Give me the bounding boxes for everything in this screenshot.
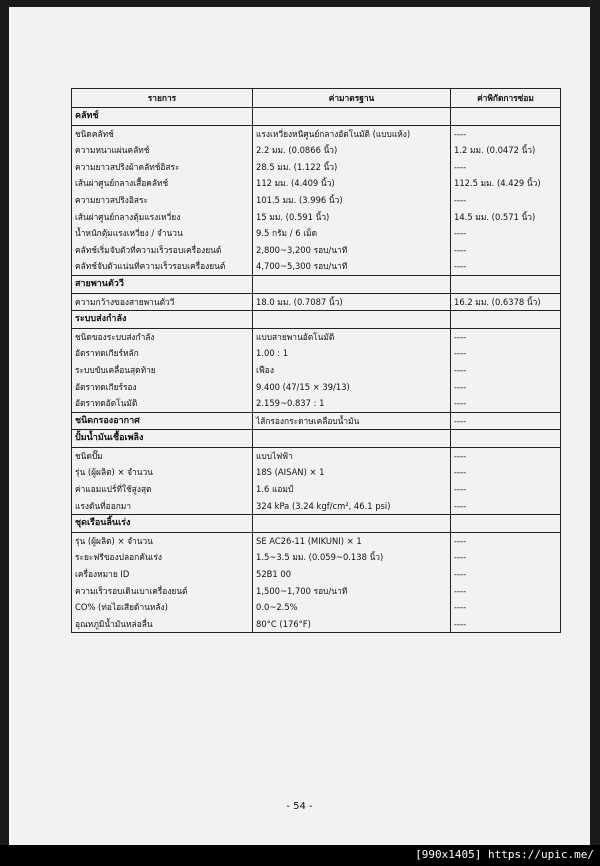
empty-cell [253, 108, 451, 126]
table-row [72, 328, 561, 345]
spec-item: อัตราทดอัตโนมัติ [72, 395, 253, 412]
section-title: ชนิดกรองอากาศ [72, 412, 253, 430]
empty-cell [451, 275, 561, 293]
spec-limit: ---- [451, 225, 561, 242]
spec-standard: 15 มม. (0.591 นิ้ว) [253, 209, 451, 226]
spec-standard: แบบสายพานอัตโนมัติ [253, 328, 451, 345]
spec-standard: 1.5~3.5 มม. (0.059~0.138 นิ้ว) [253, 549, 451, 566]
spec-item: คลัทช์เริ่มจับตัวที่ความเร็วรอบเครื่องยนต์ [72, 242, 253, 259]
spec-limit: ---- [451, 583, 561, 600]
table-row [72, 362, 561, 379]
spec-limit: ---- [451, 125, 561, 142]
spec-item: CO% (ท่อไอเสียด้านหลัง) [72, 599, 253, 616]
table-row [72, 345, 561, 362]
spec-limit: ---- [451, 481, 561, 498]
spec-item: ชนิดปั๊ม [72, 447, 253, 464]
spec-limit: ---- [451, 258, 561, 275]
section-limit: ---- [451, 412, 561, 430]
table-row [72, 258, 561, 275]
spec-item: ความกว้างของสายพานตัววี [72, 293, 253, 311]
spec-item: ชนิดคลัทช์ [72, 125, 253, 142]
spec-item: ชนิดของระบบส่งกำลัง [72, 328, 253, 345]
spec-standard: 80°C (176°F) [253, 616, 451, 633]
spec-standard: แบบไฟฟ้า [253, 447, 451, 464]
spec-item: อุณหภูมิน้ำมันหล่อลื่น [72, 616, 253, 633]
table-row [72, 379, 561, 396]
spec-item: เส้นผ่าศูนย์กลางตุ้มแรงเหวี่ยง [72, 209, 253, 226]
spec-standard: 1.00 : 1 [253, 345, 451, 362]
watermark-bar [0, 845, 600, 866]
spec-limit: ---- [451, 498, 561, 515]
table-row [72, 599, 561, 616]
empty-cell [451, 311, 561, 329]
spec-standard: 18.0 มม. (0.7087 นิ้ว) [253, 293, 451, 311]
empty-cell [451, 108, 561, 126]
spec-item: ความเร็วรอบเดินเบาเครื่องยนต์ [72, 583, 253, 600]
document-page [9, 7, 590, 845]
spec-limit: ---- [451, 328, 561, 345]
spec-item: อัตราทดเกียร์หลัก [72, 345, 253, 362]
header-limit: ค่าพิกัดการซ่อม [451, 89, 561, 108]
table-row [72, 395, 561, 412]
spec-item: คลัทช์จับตัวแน่นที่ความเร็วรอบเครื่องยนต์ [72, 258, 253, 275]
section-header-row [72, 412, 561, 430]
spec-item: เส้นผ่าศูนย์กลางเสื้อคลัทช์ [72, 175, 253, 192]
watermark-text: [990x1405] https://upic.me/ [415, 848, 594, 861]
spec-limit: ---- [451, 532, 561, 549]
spec-standard: แรงเหวี่ยงหนีศูนย์กลางอัตโนมัติ (แบบแห้ง) [253, 125, 451, 142]
section-title: สายพานตัววี [72, 275, 253, 293]
section-title: ระบบส่งกำลัง [72, 311, 253, 329]
spec-standard: 112 มม. (4.409 นิ้ว) [253, 175, 451, 192]
spec-limit: ---- [451, 464, 561, 481]
table-row [72, 498, 561, 515]
table-row [72, 142, 561, 159]
header-item: รายการ [72, 89, 253, 108]
spec-standard: เฟือง [253, 362, 451, 379]
spec-item: แรงดันที่ออกมา [72, 498, 253, 515]
empty-cell [253, 311, 451, 329]
empty-cell [451, 515, 561, 533]
spec-limit: ---- [451, 362, 561, 379]
table-row [72, 447, 561, 464]
spec-limit: ---- [451, 159, 561, 176]
spec-limit: 1.2 มม. (0.0472 นิ้ว) [451, 142, 561, 159]
spec-limit: ---- [451, 242, 561, 259]
spec-limit: 14.5 มม. (0.571 นิ้ว) [451, 209, 561, 226]
spec-limit: ---- [451, 379, 561, 396]
spec-standard: 28.5 มม. (1.122 นิ้ว) [253, 159, 451, 176]
spec-standard: 2.2 มม. (0.0866 นิ้ว) [253, 142, 451, 159]
section-value: ไส้กรองกระดาษเคลือบน้ำมัน [253, 412, 451, 430]
table-row [72, 192, 561, 209]
empty-cell [253, 275, 451, 293]
spec-standard: 1,500~1,700 รอบ/นาที [253, 583, 451, 600]
section-header-row [72, 275, 561, 293]
spec-item: ระบบขับเคลื่อนสุดท้าย [72, 362, 253, 379]
spec-standard: 324 kPa (3.24 kgf/cm², 46.1 psi) [253, 498, 451, 515]
spec-standard: 9.5 กรัม / 6 เม็ด [253, 225, 451, 242]
spec-item: น้ำหนักตุ้มแรงเหวี่ยง / จำนวน [72, 225, 253, 242]
table-row [72, 209, 561, 226]
table-row [72, 242, 561, 259]
table-header-row [72, 89, 561, 108]
empty-cell [451, 430, 561, 448]
table-row [72, 481, 561, 498]
table-row [72, 583, 561, 600]
spec-standard: 4,700~5,300 รอบ/นาที [253, 258, 451, 275]
spec-standard: 1.6 แอมป์ [253, 481, 451, 498]
table-row [72, 616, 561, 633]
spec-item: รุ่น (ผู้ผลิต) × จำนวน [72, 532, 253, 549]
spec-standard: SE AC26-11 (MIKUNI) × 1 [253, 532, 451, 549]
section-title: คลัทช์ [72, 108, 253, 126]
table-row [72, 293, 561, 311]
spec-limit: 16.2 มม. (0.6378 นิ้ว) [451, 293, 561, 311]
table-row [72, 549, 561, 566]
spec-limit: ---- [451, 447, 561, 464]
spec-standard: 101.5 มม. (3.996 นิ้ว) [253, 192, 451, 209]
table-row [72, 125, 561, 142]
spec-standard: 52B1 00 [253, 566, 451, 583]
spec-standard: 2,800~3,200 รอบ/นาที [253, 242, 451, 259]
table-row [72, 464, 561, 481]
spec-item: รุ่น (ผู้ผลิต) × จำนวน [72, 464, 253, 481]
spec-standard: 9.400 (47/15 × 39/13) [253, 379, 451, 396]
spec-item: เครื่องหมาย ID [72, 566, 253, 583]
spec-item: ความหนาแผ่นคลัทช์ [72, 142, 253, 159]
spec-item: ค่าแอมแปร์ที่ใช้สูงสุด [72, 481, 253, 498]
section-title: ชุดเรือนลิ้นเร่ง [72, 515, 253, 533]
table-row [72, 175, 561, 192]
section-header-row [72, 430, 561, 448]
table-row [72, 159, 561, 176]
table-row [72, 532, 561, 549]
spec-limit: ---- [451, 616, 561, 633]
spec-limit: ---- [451, 549, 561, 566]
table-row [72, 566, 561, 583]
spec-standard: 2.159~0.837 : 1 [253, 395, 451, 412]
specification-table [71, 88, 561, 633]
section-header-row [72, 515, 561, 533]
spec-limit: ---- [451, 345, 561, 362]
spec-standard: 0.0~2.5% [253, 599, 451, 616]
spec-standard: 18S (AISAN) × 1 [253, 464, 451, 481]
section-header-row [72, 108, 561, 126]
section-title: ปั้มน้ำมันเชื้อเพลิง [72, 430, 253, 448]
empty-cell [253, 430, 451, 448]
spec-item: ความยาวสปริงอิสระ [72, 192, 253, 209]
spec-item: ระยะฟรีของปลอกคันเร่ง [72, 549, 253, 566]
page-number: - 54 - [286, 801, 313, 812]
spec-limit: ---- [451, 566, 561, 583]
spec-limit: ---- [451, 599, 561, 616]
spec-item: อัตราทดเกียร์รอง [72, 379, 253, 396]
spec-limit: ---- [451, 395, 561, 412]
table-row [72, 225, 561, 242]
spec-item: ความยาวสปริงผ้าคลัทช์อิสระ [72, 159, 253, 176]
section-header-row [72, 311, 561, 329]
header-standard: ค่ามาตรฐาน [253, 89, 451, 108]
spec-limit: ---- [451, 192, 561, 209]
empty-cell [253, 515, 451, 533]
spec-limit: 112.5 มม. (4.429 นิ้ว) [451, 175, 561, 192]
